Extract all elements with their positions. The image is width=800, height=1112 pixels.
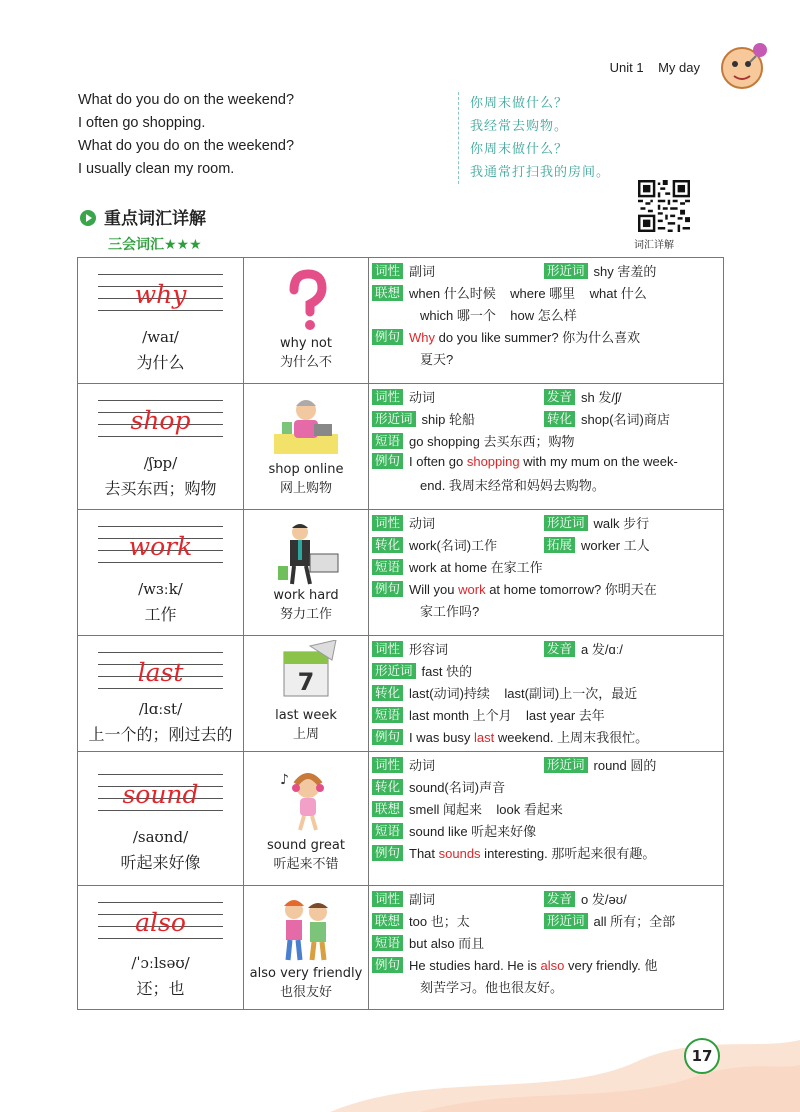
detail-text: round 圆的 [593, 758, 657, 773]
unit-title: My day [658, 60, 700, 75]
phonetic: /lɑːst/ [138, 700, 183, 718]
tag-label: 转化 [372, 779, 403, 795]
detail-text: 动词 [409, 758, 436, 773]
vocab-row [78, 383, 723, 509]
tag-label: 发音 [544, 389, 575, 405]
detail-line [372, 705, 723, 727]
detail-text: too 也；太 [409, 914, 470, 929]
detail-line [372, 431, 723, 453]
dialog-chinese: 我通常打扫我的房间。 [470, 165, 611, 180]
example-text: That [409, 846, 439, 861]
detail-line [372, 387, 723, 409]
word-cell [78, 510, 244, 635]
example-text: I often go [409, 454, 467, 469]
dialog-english: What do you do on the weekend? [78, 92, 295, 108]
phonetic: /saʊnd/ [132, 828, 189, 846]
dialog-line [78, 92, 798, 115]
detail-line [372, 755, 723, 777]
word-meaning: 上一个的；刚过去的 [88, 725, 233, 744]
example-text: I was busy [409, 730, 475, 745]
calendar-icon [270, 640, 342, 706]
detail-text: 副词 [409, 264, 436, 279]
tag-label: 词性 [372, 641, 403, 657]
detail-line [372, 799, 723, 821]
example-highlight: work [458, 582, 486, 597]
word-meaning: 还；也 [136, 979, 185, 998]
detail-line [372, 683, 723, 705]
tag-label: 例句 [372, 581, 403, 597]
tag-label: 词性 [372, 891, 403, 907]
detail-text: 动词 [409, 390, 436, 405]
detail-text: shy 害羞的 [593, 264, 657, 279]
dialog-chinese: 我经常去购物。 [470, 119, 569, 134]
phrase-english: also very friendly [249, 966, 363, 981]
tag-label: 词性 [372, 515, 403, 531]
detail-cell [369, 384, 723, 509]
detail-line [372, 409, 723, 431]
detail-text: 家工作吗? [420, 604, 480, 619]
detail-text: 刻苦学习。他也很友好。 [420, 980, 564, 995]
detail-text: go shopping 去买东西；购物 [409, 434, 575, 449]
tag-label: 词性 [372, 263, 403, 279]
word-cell [78, 752, 244, 885]
example-text: at home tomorrow? 你明天在 [485, 582, 657, 597]
detail-text: but also 而且 [409, 936, 485, 951]
vocab-word: sound [122, 780, 199, 809]
phrase-chinese: 努力工作 [279, 607, 332, 622]
detail-line [372, 283, 723, 305]
detail-line [372, 977, 723, 999]
question-mark-icon [270, 268, 342, 334]
detail-text: last month 上个月 last year 去年 [409, 708, 605, 723]
detail-cell [369, 886, 723, 1009]
example-highlight: sounds [438, 846, 481, 861]
detail-cell [369, 636, 723, 751]
detail-text: smell 闻起来 look 看起来 [409, 802, 563, 817]
picture-cell [244, 752, 369, 885]
example-highlight: also [540, 958, 565, 973]
office-worker-icon [270, 520, 342, 586]
vocab-word: last [137, 658, 184, 687]
detail-line [372, 475, 723, 497]
detail-text: o 发/əʊ/ [581, 892, 627, 907]
tag-label: 转化 [372, 685, 403, 701]
section-title-text: 重点词汇详解 [104, 209, 206, 229]
example-highlight: last [474, 730, 495, 745]
detail-line [372, 557, 723, 579]
example-text: with my mum on the week- [519, 454, 678, 469]
detail-text: walk 步行 [593, 516, 650, 531]
tag-label: 联想 [372, 913, 403, 929]
detail-text: ship 轮船 [421, 412, 475, 427]
picture-cell [244, 886, 369, 1009]
phonetic: /ʃɒp/ [143, 454, 178, 472]
vocab-row [78, 885, 723, 1009]
qr-code-icon[interactable] [638, 180, 690, 232]
section-title [80, 204, 206, 229]
dialog-line [78, 161, 798, 184]
picture-cell [244, 384, 369, 509]
tag-label: 形近词 [372, 663, 416, 679]
detail-text: work at home 在家工作 [409, 560, 543, 575]
example-text: interesting. 那听起来很有趣。 [480, 846, 656, 861]
detail-text: worker 工人 [581, 538, 650, 553]
dialog-chinese: 你周末做什么？ [470, 96, 569, 111]
detail-line [372, 843, 723, 865]
detail-text: 形容词 [409, 642, 449, 657]
phonetic: /waɪ/ [142, 328, 179, 346]
tag-label: 发音 [544, 641, 575, 657]
phrase-chinese: 听起来不错 [273, 857, 339, 872]
tag-label: 短语 [372, 707, 403, 723]
detail-text: sound like 听起来好像 [409, 824, 537, 839]
tag-label: 联想 [372, 285, 403, 301]
tag-label: 词性 [372, 757, 403, 773]
friends-icon [270, 896, 342, 962]
tag-label: 词性 [372, 389, 403, 405]
phrase-chinese: 也很友好 [279, 985, 332, 1000]
detail-line [372, 727, 723, 749]
detail-line [372, 535, 723, 557]
example-text: do you like summer? 你为什么喜欢 [435, 330, 641, 345]
dialog-block [78, 92, 798, 184]
unit-label: Unit 1 [609, 60, 644, 75]
vocab-row [78, 751, 723, 885]
detail-text: work(名词)工作 [409, 538, 498, 553]
detail-line [372, 911, 723, 933]
detail-text: 夏天? [420, 352, 454, 367]
detail-line [372, 661, 723, 683]
tag-label: 例句 [372, 845, 403, 861]
dialog-line [78, 115, 798, 138]
word-meaning: 去买东西；购物 [104, 479, 217, 498]
vocab-word: also [135, 908, 186, 937]
tag-label: 例句 [372, 329, 403, 345]
dialog-english: I usually clean my room. [78, 161, 235, 177]
detail-line [372, 601, 723, 623]
vocab-word: work [128, 532, 193, 561]
tag-label: 发音 [544, 891, 575, 907]
detail-line [372, 889, 723, 911]
page-number: 17 [684, 1038, 720, 1074]
mascot-icon [714, 40, 770, 92]
vocab-word: shop [130, 406, 191, 435]
tag-label: 形近词 [372, 411, 416, 427]
detail-line [372, 955, 723, 977]
tag-label: 转化 [544, 411, 575, 427]
svg-text:7: 7 [297, 668, 315, 696]
svg-text:♪: ♪ [280, 772, 289, 788]
vocab-row [78, 635, 723, 751]
tag-label: 短语 [372, 823, 403, 839]
section-subtitle: 三会词汇★★★ [108, 237, 202, 253]
tag-label: 短语 [372, 433, 403, 449]
phrase-chinese: 为什么不 [279, 355, 332, 370]
detail-text: fast 快的 [421, 664, 473, 679]
detail-line [372, 349, 723, 371]
dialog-line [78, 138, 798, 161]
tag-label: 形近词 [544, 757, 588, 773]
tag-label: 短语 [372, 559, 403, 575]
detail-text: last(动词)持续 last(副词)上一次，最近 [409, 686, 638, 701]
detail-line [372, 305, 723, 327]
phrase-english: sound great [267, 838, 345, 853]
tag-label: 形近词 [544, 515, 588, 531]
detail-text: 副词 [409, 892, 436, 907]
word-cell [78, 258, 244, 383]
phrase-chinese: 网上购物 [279, 481, 332, 496]
detail-text: sound(名词)声音 [409, 780, 506, 795]
detail-text: when 什么时候 where 哪里 what 什么 [409, 286, 647, 301]
example-text: very friendly. 他 [564, 958, 658, 973]
detail-text: shop(名词)商店 [581, 412, 670, 427]
detail-line [372, 261, 723, 283]
example-text: weekend. 上周末我很忙。 [494, 730, 649, 745]
phonetic: /wɜːk/ [138, 580, 183, 598]
dialog-english: What do you do on the weekend? [78, 138, 295, 154]
detail-text: 动词 [409, 516, 436, 531]
vocab-table [77, 257, 724, 1010]
detail-line [372, 777, 723, 799]
phrase-chinese: 上周 [292, 727, 319, 742]
phrase-english: last week [275, 708, 337, 723]
word-meaning: 工作 [144, 605, 177, 624]
word-meaning: 听起来好像 [120, 853, 201, 872]
tag-label: 形近词 [544, 913, 588, 929]
detail-cell [369, 258, 723, 383]
tag-label: 例句 [372, 453, 403, 469]
detail-text: a 发/ɑː/ [581, 642, 623, 657]
detail-line [372, 453, 723, 475]
tag-label: 例句 [372, 729, 403, 745]
picture-cell [244, 636, 369, 751]
example-text: He studies hard. He is [409, 958, 541, 973]
detail-cell [369, 752, 723, 885]
vocab-row [78, 509, 723, 635]
word-cell [78, 384, 244, 509]
play-icon [80, 210, 96, 226]
detail-line [372, 327, 723, 349]
dialog-chinese: 你周末做什么？ [470, 142, 569, 157]
tag-label: 形近词 [544, 263, 588, 279]
detail-line [372, 639, 723, 661]
word-meaning: 为什么 [136, 353, 185, 372]
dialog-english: I often go shopping. [78, 115, 206, 131]
vocab-row [78, 258, 723, 383]
tag-label: 短语 [372, 935, 403, 951]
word-cell [78, 636, 244, 751]
page-header [610, 60, 700, 75]
detail-text: sh 发/ʃ/ [581, 390, 622, 405]
detail-cell [369, 510, 723, 635]
qr-label: 词汇详解 [634, 240, 674, 251]
tag-label: 拓展 [544, 537, 575, 553]
tag-label: 转化 [372, 537, 403, 553]
word-cell [78, 886, 244, 1009]
detail-text: all 所有；全部 [593, 914, 676, 929]
shopping-online-icon [270, 394, 342, 460]
example-highlight: Why [409, 330, 436, 345]
girl-with-headphones-icon [270, 766, 342, 832]
example-highlight: shopping [466, 454, 520, 469]
tag-label: 联想 [372, 801, 403, 817]
detail-line [372, 579, 723, 601]
example-text: Will you [409, 582, 459, 597]
phrase-english: why not [280, 336, 332, 351]
phonetic: /ˈɔːlsəʊ/ [131, 954, 190, 972]
bottom-wave-decoration [0, 1030, 800, 1112]
detail-text: which 哪一个 how 怎么样 [420, 308, 577, 323]
detail-line [372, 933, 723, 955]
tag-label: 例句 [372, 957, 403, 973]
phrase-english: shop online [268, 462, 344, 477]
picture-cell [244, 258, 369, 383]
picture-cell [244, 510, 369, 635]
detail-line [372, 821, 723, 843]
phrase-english: work hard [273, 588, 339, 603]
detail-text: end. 我周末经常和妈妈去购物。 [420, 478, 605, 493]
detail-line [372, 513, 723, 535]
vocab-word: why [134, 280, 187, 309]
